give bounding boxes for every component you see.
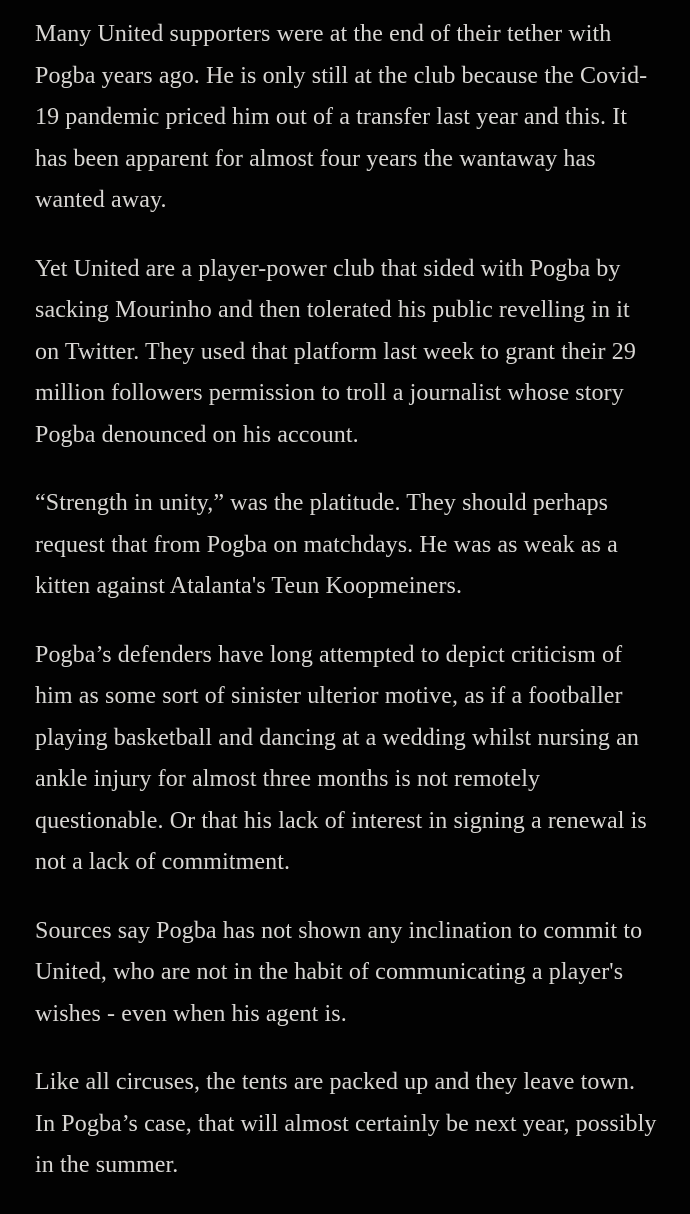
article-paragraph: Like all circuses, the tents are packed up and they leave town. In Pogba’s case, that will almost certainly be next year, possibly in the summer. (35, 1069, 657, 1178)
article-paragraph: Yet United are a player-power club that sided with Pogba by sacking Mourinho and then tolerated his public revelling in it on Twitter. They used that platform last week to grant their 29 million followers permission to troll a journalist whose story Pogba denounced on his account. (35, 255, 636, 448)
article-paragraph: “Strength in unity,” was the platitude. They should perhaps request that from Pogba on matchdays. He was as weak as a kitten against Atalanta's Teun Koopmeiners. (35, 490, 618, 599)
article-paragraph: Pogba’s defenders have long attempted to depict criticism of him as some sort of sinister ulterior motive, as if a footballer playing basketball and dancing at a wedding whilst nursing an ankle injury for almost three months is not remotely questionable. Or that his lack of interest in signing a renewal is not a lack of commitment. (35, 641, 647, 875)
article-body (35, 14, 659, 1214)
article-paragraph: Sources say Pogba has not shown any inclination to commit to United, who are not in the habit of communicating a player's wishes - even when his agent is. (35, 917, 643, 1027)
article-paragraph: Many United supporters were at the end of their tether with Pogba years ago. He is only still at the club because the Covid-19 pandemic priced him out of a transfer last year and this. It has been apparent for almost four years the wantaway has wanted away. (35, 21, 648, 213)
